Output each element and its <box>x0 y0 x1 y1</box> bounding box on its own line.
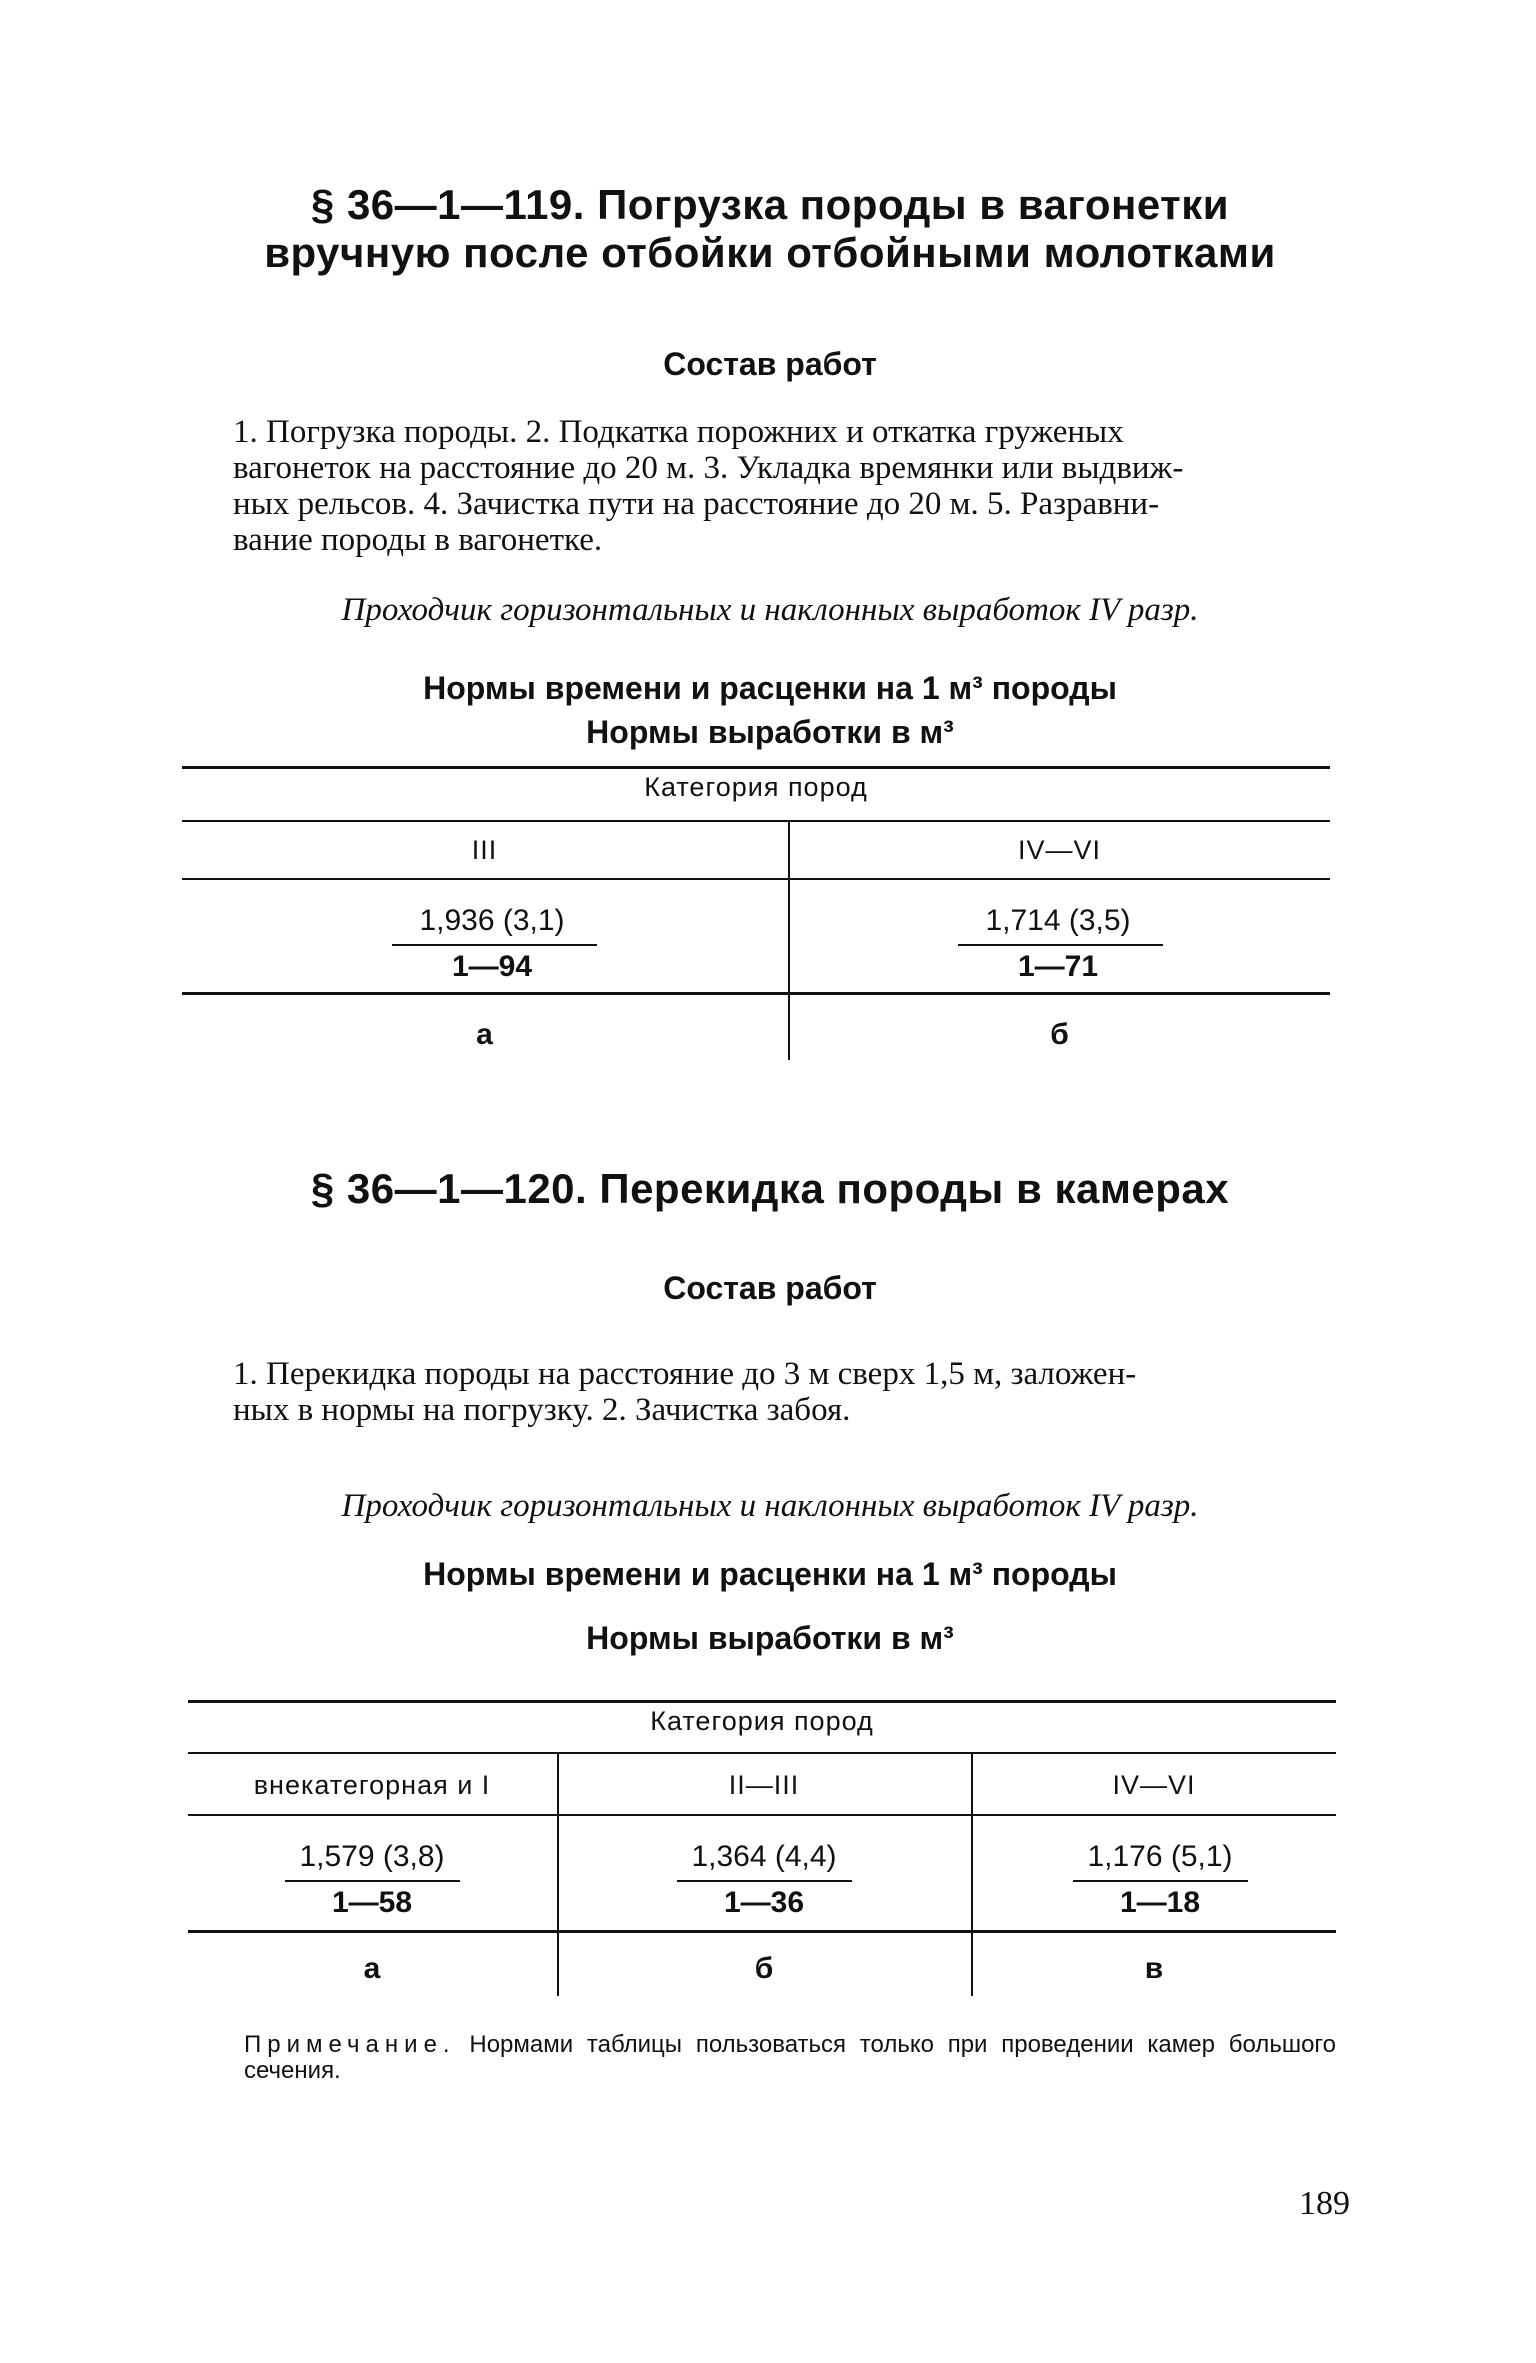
section1-composition-line: 1. Погрузка породы. 2. Подкатка порожних и откатка груженых <box>233 414 1124 450</box>
page-number: 189 <box>1299 2185 1350 2222</box>
column-header: IV—VI <box>1112 1770 1196 1800</box>
section2-composition-heading: Состав работ <box>663 1270 877 1306</box>
fraction-line <box>392 944 597 946</box>
column-header: II—III <box>728 1770 800 1800</box>
table-rule <box>188 1930 1336 1933</box>
note-label: Примечание. <box>244 2031 456 2058</box>
fraction-line <box>285 1880 460 1882</box>
category-header: Категория пород <box>650 1706 874 1736</box>
table-rule <box>182 878 1330 880</box>
price: 1—71 <box>1017 950 1099 983</box>
section1-norms-line1: Нормы времени и расценки на 1 м³ породы <box>423 670 1117 706</box>
table-rule <box>182 820 1330 822</box>
column-divider <box>788 822 790 1030</box>
note-text: Нормами таблицы пользоваться только при проведении камер большого сечения. <box>244 2031 1336 2084</box>
table-rule <box>188 1752 1336 1754</box>
column-header: III <box>471 835 498 865</box>
time-rate: 1,364 (4,4) <box>691 1840 837 1873</box>
section2-norms-line1: Нормы времени и расценки на 1 м³ породы <box>423 1556 1117 1592</box>
table-rule <box>182 766 1330 769</box>
time-rate: 1,579 (3,8) <box>299 1840 445 1873</box>
price: 1—18 <box>1119 1886 1201 1919</box>
time-rate: 1,176 (5,1) <box>1087 1840 1233 1873</box>
time-rate: 1,936 (3,1) <box>419 904 565 937</box>
fraction-line <box>677 1880 852 1882</box>
column-header: IV—VI <box>1017 835 1102 865</box>
column-label: а <box>476 1018 493 1051</box>
section2-composition-line: 1. Перекидка породы на расстояние до 3 м сверх 1,5 м, заложен- <box>233 1356 1137 1392</box>
table-rule <box>182 992 1330 995</box>
price: 1—36 <box>723 1886 805 1919</box>
column-label: а <box>363 1952 381 1985</box>
section2-norms-line2: Нормы выработки в м³ <box>586 1620 954 1656</box>
section1-norms-line2: Нормы выработки в м³ <box>586 714 954 750</box>
time-rate: 1,714 (3,5) <box>985 904 1131 937</box>
section1-composition-line: вание породы в вагонетке. <box>233 522 603 558</box>
section1-composition-line: вагонеток на расстояние до 20 м. 3. Укладка времянки или выдвиж- <box>233 450 1184 486</box>
section1-worker: Проходчик горизонтальных и наклонных выработок IV разр. <box>341 592 1199 628</box>
column-header: внекатегорная и I <box>253 1770 491 1800</box>
table-rule <box>188 1700 1336 1703</box>
price: 1—94 <box>451 950 533 983</box>
table-rule <box>188 1814 1336 1816</box>
section1-composition-heading: Состав работ <box>663 346 877 382</box>
section1-title-line2: вручную после отбойки отбойными молотками <box>264 229 1276 276</box>
column-label: б <box>1050 1018 1069 1051</box>
category-header: Категория пород <box>644 772 868 802</box>
column-label: в <box>1144 1952 1164 1985</box>
fraction-line <box>1073 1880 1248 1882</box>
price: 1—58 <box>331 1886 413 1919</box>
column-label: б <box>754 1952 774 1985</box>
fraction-line <box>958 944 1163 946</box>
section2-title: § 36—1—120. Перекидка породы в камерах <box>310 1165 1230 1212</box>
section2-worker: Проходчик горизонтальных и наклонных выработок IV разр. <box>341 1488 1199 1524</box>
section1-composition-line: ных рельсов. 4. Зачистка пути на расстояние до 20 м. 5. Разравни- <box>233 486 1160 522</box>
section2-composition-line: ных в нормы на погрузку. 2. Зачистка забоя. <box>233 1392 851 1428</box>
footnote <box>244 2032 1336 2084</box>
section1-title-line1: § 36—1—119. Погрузка породы в вагонетки <box>310 181 1230 228</box>
